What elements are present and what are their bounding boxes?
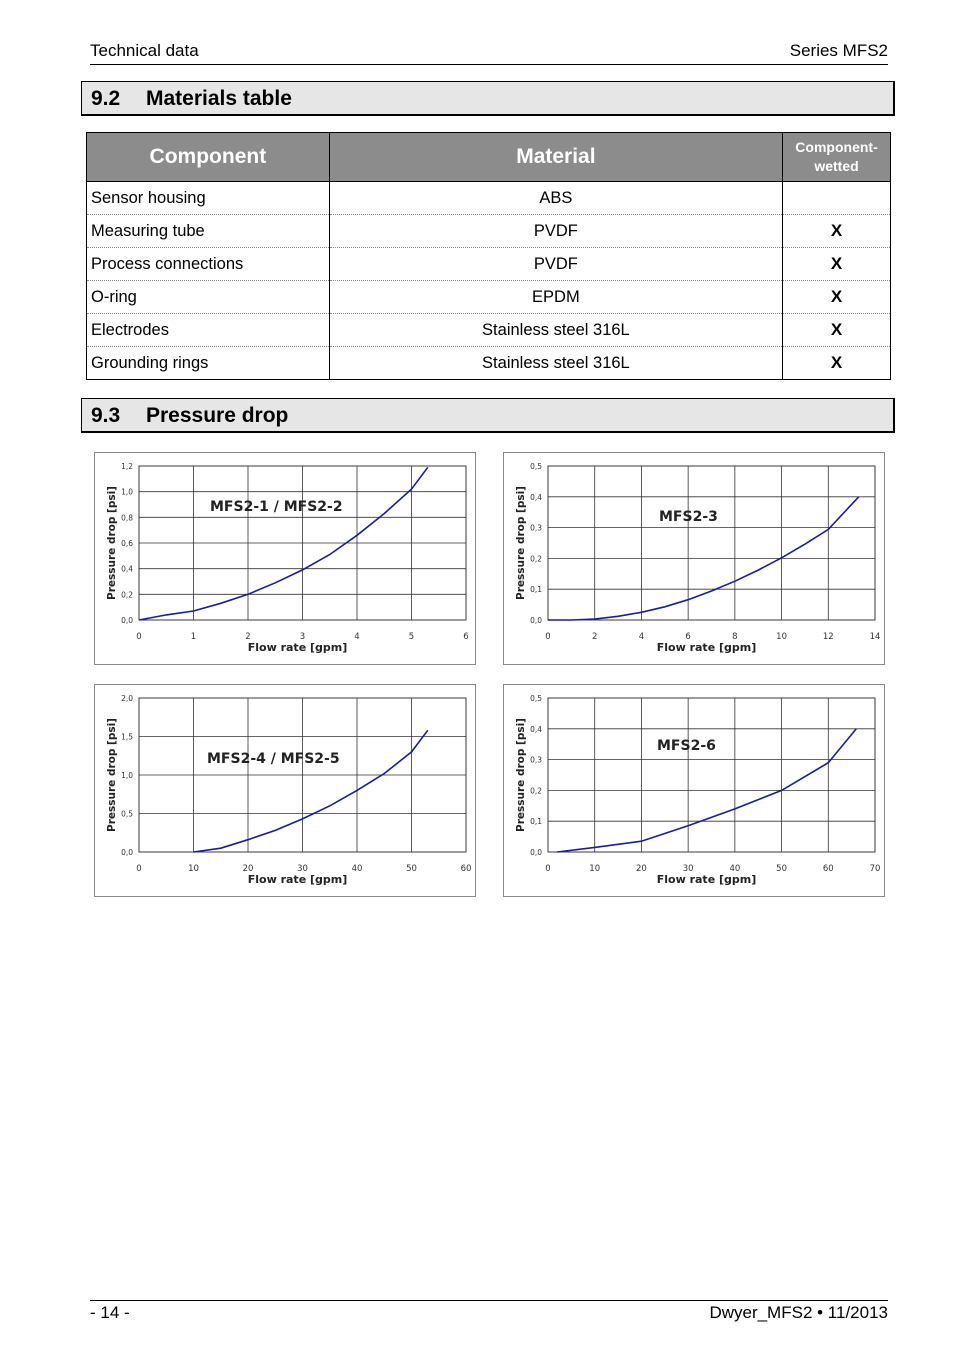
component-cell: Measuring tube	[87, 215, 330, 248]
chart-title: MFS2-1 / MFS2-2	[210, 499, 343, 515]
material-cell: PVDF	[329, 215, 782, 248]
y-tick-label: 1,2	[121, 462, 133, 471]
y-axis-label: Pressure drop [psi]	[106, 718, 118, 832]
table-header-row	[87, 133, 891, 182]
x-tick-label: 4	[638, 632, 645, 642]
chart-svg	[504, 453, 886, 666]
component-cell: Process connections	[87, 248, 330, 281]
y-tick-label: 0,0	[121, 616, 133, 625]
y-axis-label: Pressure drop [psi]	[515, 486, 527, 600]
y-tick-label: 0,1	[530, 585, 542, 595]
table-row	[87, 182, 891, 215]
x-tick-label: 4	[354, 632, 360, 642]
wetted-cell: X	[783, 248, 891, 281]
x-tick-label: 10	[589, 864, 601, 874]
column-header-wetted-text: Component- wetted	[795, 139, 878, 174]
y-tick-label: 0,4	[530, 492, 542, 502]
x-tick-label: 0	[545, 632, 551, 642]
y-tick-label: 0,0	[530, 616, 542, 625]
material-cell: PVDF	[329, 248, 782, 281]
table-row	[87, 281, 891, 314]
material-cell: Stainless steel 316L	[329, 347, 782, 380]
material-cell: EPDM	[329, 281, 782, 314]
wetted-cell: X	[783, 314, 891, 347]
x-tick-label: 50	[776, 864, 787, 874]
chart-svg	[95, 685, 477, 898]
section-title: Pressure drop	[146, 404, 289, 427]
x-tick-label: 6	[685, 632, 691, 642]
material-cell: ABS	[329, 182, 782, 215]
section-number: 9.3	[91, 404, 121, 427]
header-right-text: Series MFS2	[789, 41, 888, 60]
x-tick-label: 3	[299, 632, 306, 642]
page-footer	[90, 1300, 888, 1327]
y-tick-label: 0,5	[530, 462, 542, 471]
table-row	[87, 347, 891, 380]
x-tick-label: 10	[776, 632, 787, 642]
chart-svg	[504, 685, 886, 898]
x-tick-label: 40	[351, 864, 363, 874]
table-row	[87, 215, 891, 248]
x-axis-label: Flow rate [gpm]	[656, 873, 757, 886]
wetted-cell	[783, 182, 891, 215]
y-tick-label: 1,0	[121, 771, 133, 780]
document-id: Dwyer_MFS2 • 11/2013	[709, 1303, 888, 1322]
x-tick-label: 20	[636, 864, 647, 874]
plot-area	[548, 466, 875, 620]
section-heading-pressure-drop	[81, 398, 895, 433]
x-axis-label: Flow rate [gpm]	[247, 873, 348, 886]
table-row	[87, 248, 891, 281]
chart-mfs2-4-5	[94, 684, 476, 897]
y-tick-label: 1,0	[121, 487, 133, 497]
x-tick-label: 40	[729, 864, 741, 874]
plot-area	[548, 698, 875, 852]
x-tick-label: 1	[190, 632, 197, 642]
y-tick-label: 0,2	[530, 554, 542, 564]
x-tick-label: 30	[682, 864, 694, 874]
y-tick-label: 0,0	[530, 848, 542, 857]
x-tick-label: 12	[822, 632, 834, 642]
x-tick-label: 14	[869, 632, 881, 642]
y-tick-label: 0,2	[121, 590, 133, 600]
page-header	[90, 40, 888, 65]
section-number: 9.2	[91, 87, 121, 110]
section-title: Materials table	[146, 87, 292, 110]
component-cell: Grounding rings	[87, 347, 330, 380]
header-left-text: Technical data	[90, 41, 199, 60]
wetted-cell: X	[783, 215, 891, 248]
y-tick-label: 0,6	[121, 539, 133, 548]
chart-title: MFS2-3	[659, 509, 718, 525]
x-tick-label: 2	[592, 632, 598, 642]
y-axis-label: Pressure drop [psi]	[106, 486, 118, 600]
x-tick-label: 30	[297, 864, 308, 874]
y-tick-label: 0,0	[121, 848, 133, 857]
page-number: - 14 -	[90, 1303, 130, 1322]
chart-title: MFS2-6	[657, 738, 716, 754]
component-cell: O-ring	[87, 281, 330, 314]
y-tick-label: 0,4	[530, 724, 542, 734]
x-tick-label: 0	[136, 864, 142, 874]
x-tick-label: 50	[406, 864, 417, 874]
x-tick-label: 10	[188, 864, 199, 874]
y-tick-label: 0,8	[121, 513, 133, 523]
component-cell: Electrodes	[87, 314, 330, 347]
x-tick-label: 0	[136, 632, 142, 642]
x-tick-label: 60	[460, 864, 472, 874]
column-header-wetted	[783, 133, 891, 182]
x-tick-label: 2	[245, 632, 251, 642]
x-tick-label: 0	[545, 864, 551, 874]
chart-mfs2-1-2	[94, 452, 476, 665]
x-tick-label: 20	[242, 864, 254, 874]
column-header-component: Component	[87, 133, 330, 182]
column-header-material: Material	[329, 133, 782, 182]
y-tick-label: 0,2	[530, 786, 542, 796]
table-row	[87, 314, 891, 347]
y-tick-label: 0,5	[530, 694, 542, 703]
x-axis-label: Flow rate [gpm]	[656, 641, 757, 654]
y-tick-label: 2,0	[121, 694, 133, 703]
wetted-cell: X	[783, 281, 891, 314]
y-tick-label: 0,3	[530, 523, 542, 533]
x-tick-label: 60	[822, 864, 834, 874]
y-tick-label: 0,3	[530, 755, 542, 765]
y-tick-label: 0,1	[530, 817, 542, 827]
section-heading-materials	[81, 81, 895, 116]
y-tick-label: 0,4	[121, 564, 133, 574]
x-tick-label: 6	[463, 632, 469, 642]
chart-svg	[95, 453, 477, 666]
y-tick-label: 0,5	[121, 809, 133, 819]
x-tick-label: 5	[408, 632, 415, 642]
material-cell: Stainless steel 316L	[329, 314, 782, 347]
y-tick-label: 1,5	[121, 732, 133, 742]
x-axis-label: Flow rate [gpm]	[247, 641, 348, 654]
y-axis-label: Pressure drop [psi]	[515, 718, 527, 832]
component-cell: Sensor housing	[87, 182, 330, 215]
x-tick-label: 8	[732, 632, 738, 642]
chart-mfs2-3	[503, 452, 885, 665]
chart-mfs2-6	[503, 684, 885, 897]
chart-title: MFS2-4 / MFS2-5	[207, 751, 340, 767]
materials-table	[86, 132, 891, 380]
wetted-cell: X	[783, 347, 891, 380]
x-tick-label: 70	[869, 864, 881, 874]
